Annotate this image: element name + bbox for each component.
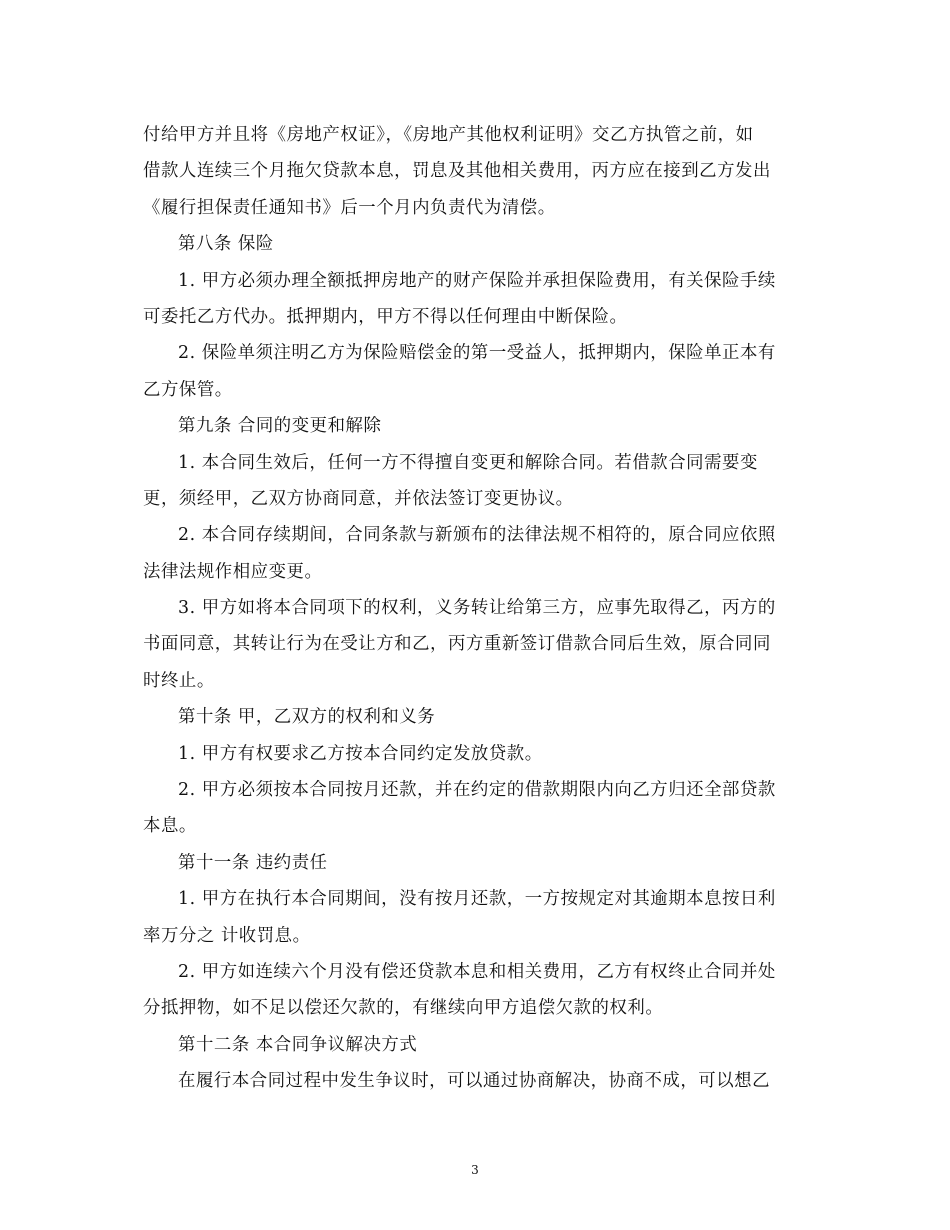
text-line: 《履行担保责任通知书》后一个月内负责代为清偿。 [143,197,556,218]
text-line: 2. 保险单须注明乙方为保险赔偿金的第一受益人，抵押期内，保险单正本有 [178,343,776,364]
text-line: 1. 甲方在执行本合同期间，没有按月还款，一方按规定对其逾期本息按日利 [178,889,776,910]
text-line: 第十条 甲，乙双方的权利和义务 [178,707,436,728]
text-line: 第八条 保险 [178,234,274,255]
text-line: 率万分之 计收罚息。 [143,925,311,946]
page-number: 3 [471,1163,479,1177]
text-line: 分抵押物，如不足以偿还欠款的，有继续向甲方追偿欠款的权利。 [143,998,664,1019]
text-line: 第九条 合同的变更和解除 [178,416,382,437]
text-line: 1. 本合同生效后，任何一方不得擅自变更和解除合同。若借款合同需要变 [178,452,758,473]
text-line: 1. 甲方必须办理全额抵押房地产的财产保险并承担保险费用，有关保险手续 [178,270,776,291]
text-line: 更，须经甲，乙双方协商同意，并依法签订变更协议。 [143,488,574,509]
text-line: 1. 甲方有权要求乙方按本合同约定发放贷款。 [178,743,543,764]
text-line: 乙方保管。 [143,379,233,400]
text-line: 2. 甲方如连续六个月没有偿还贷款本息和相关费用，乙方有权终止合同并处 [178,961,776,982]
text-line: 2. 本合同存续期间，合同条款与新颁布的法律法规不相符的，原合同应依照 [178,525,776,546]
text-line: 本息。 [143,816,197,837]
text-line: 3. 甲方如将本合同项下的权利，义务转让给第三方，应事先取得乙，丙方的 [178,598,776,619]
text-line: 在履行本合同过程中发生争议时，可以通过协商解决，协商不成，可以想乙 [178,1071,771,1092]
text-line: 时终止。 [143,670,215,691]
text-line: 第十一条 违约责任 [178,852,328,873]
text-line: 借款人连续三个月拖欠贷款本息，罚息及其他相关费用，丙方应在接到乙方发出 [143,161,771,182]
text-line: 可委托乙方代办。抵押期内，甲方不得以任何理由中断保险。 [143,306,628,327]
text-line: 第十二条 本合同争议解决方式 [178,1034,418,1055]
document-body [143,117,811,1100]
text-line: 法律法规作相应变更。 [143,561,323,582]
text-line: 2. 甲方必须按本合同按月还款，并在约定的借款期限内向乙方归还全部贷款 [178,780,776,801]
text-line: 付给甲方并且将《房地产权证》，《房地产其他权利证明》交乙方执管之前，如 [143,125,754,145]
text-line: 书面同意，其转让行为在受让方和乙，丙方重新签订借款合同后生效，原合同同 [143,634,771,655]
